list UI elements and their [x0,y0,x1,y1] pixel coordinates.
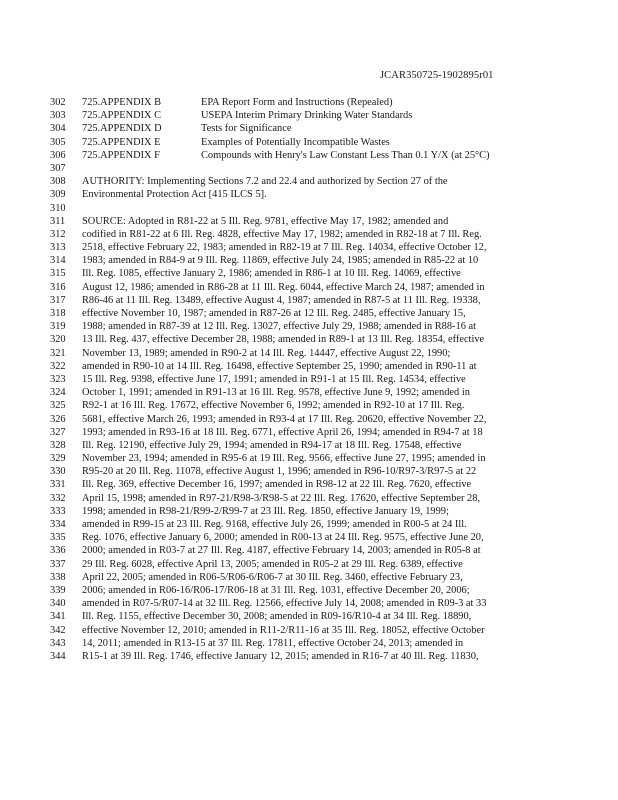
source-line [0,571,618,584]
source-line [0,544,618,557]
source-text: R95-20 at 20 Ill. Reg. 11078, effective August 1, 1996; amended in R96-10/R97-3/R97-5 at 22 [82,466,477,478]
source-text: SOURCE: Adopted in R81-22 at 5 Ill. Reg. 9781, effective May 17, 1982; amended and [82,215,449,227]
source-line [0,492,618,505]
source-text: codified in R81-22 at 6 Ill. Reg. 4828, effective May 17, 1982; amended in R82-18 at 7 Ill. Reg. [82,228,482,240]
source-text: Ill. Reg. 1155, effective December 30, 2008; amended in R09-16/R10-4 at 34 Ill. Reg. 18890, [82,611,472,623]
source-line [0,254,618,267]
source-text: 2518, effective February 22, 1983; amended in R82-19 at 7 Ill. Reg. 14034, effective October 12, [82,242,487,254]
line-number: 303 [50,110,66,122]
source-line [0,333,618,346]
line-number: 344 [50,650,66,662]
line-number: 304 [50,123,66,135]
source-text: 14, 2011; amended in R13-15 at 37 Ill. Reg. 17811, effective October 24, 2013; amended in [82,637,464,649]
source-text: 1988; amended in R87-39 at 12 Ill. Reg. 13027, effective July 29, 1988; amended in R88-16 at [82,321,477,333]
source-line [0,360,618,373]
source-line [0,413,618,426]
source-line [0,531,618,544]
source-text: R86-46 at 11 Ill. Reg. 13489, effective August 4, 1987; amended in R87-5 at 11 Ill. Reg. 19338, [82,294,481,306]
line-number: 312 [50,228,66,240]
source-line [0,307,618,320]
line-number: 337 [50,558,66,570]
source-text: Reg. 1076, effective January 6, 2000; amended in R00-13 at 24 Ill. Reg. 9575, effective June 20, [82,532,484,544]
line-number: 333 [50,505,66,517]
source-text: 15 Ill. Reg. 9398, effective June 17, 1991; amended in R91-1 at 15 Ill. Reg. 14534, effective [82,373,466,385]
line-number: 326 [50,413,66,425]
line-number: 335 [50,532,66,544]
line-number: 331 [50,479,66,491]
line-number: 316 [50,281,66,293]
source-text: R92-1 at 16 Ill. Reg. 17672, effective November 6, 1992; amended in R92-10 at 17 Ill. Reg. [82,400,465,412]
source-line [0,426,618,439]
appendix-code: 725.APPENDIX E [82,136,161,148]
line-number: 336 [50,545,66,557]
line-number: 323 [50,373,66,385]
source-line [0,505,618,518]
appendix-title: EPA Report Form and Instructions (Repealed) [201,97,393,108]
line-number: 317 [50,294,66,306]
source-line [0,373,618,386]
line-numbered-text [0,96,618,663]
line-number: 343 [50,637,66,649]
source-text: effective November 12, 2010; amended in R11-2/R11-16 at 35 Ill. Reg. 18052, effective October [82,624,485,636]
source-text: amended in R07-5/R07-14 at 32 Ill. Reg. 12566, effective July 14, 2008; amended in R09-3 at 33 [82,598,487,610]
document-id: JCAR350725-1902895r01 [380,70,494,81]
source-line [0,597,618,610]
source-line [0,558,618,571]
source-text: November 23, 1994; amended in R95-6 at 19 Ill. Reg. 9566, effective June 27, 1995; amended in [82,453,486,465]
source-text: 2006; amended in R06-16/R06-17/R06-18 at 31 Ill. Reg. 1031, effective December 20, 2006; [82,584,470,596]
line-number: 330 [50,466,66,478]
source-line [0,452,618,465]
line-number: 302 [50,97,66,108]
source-line [0,215,618,228]
appendix-code: 725.APPENDIX C [82,110,162,122]
appendix-line [0,109,618,122]
source-text: amended in R99-15 at 23 Ill. Reg. 9168, effective July 26, 1999; amended in R00-5 at 24 Ill. [82,519,467,530]
source-text: amended in R90-10 at 14 Ill. Reg. 16498, effective September 25, 1990; amended in R90-11 at [82,360,477,372]
line-number: 325 [50,400,66,412]
source-text: Ill. Reg. 369, effective December 16, 1997; amended in R98-12 at 22 Ill. Reg. 7620, effective [82,479,472,491]
line-number: 324 [50,387,66,399]
line-number: 307 [50,162,66,174]
line-number: 341 [50,611,66,623]
source-line [0,650,618,663]
blank-line [0,162,618,175]
source-line [0,584,618,597]
source-line [0,399,618,412]
line-number: 315 [50,268,66,280]
line-number: 311 [50,215,66,227]
source-line [0,637,618,650]
line-number: 342 [50,624,66,636]
line-number: 338 [50,571,66,583]
line-number: 308 [50,176,66,188]
line-number: 322 [50,360,66,372]
source-line [0,294,618,307]
authority-line [0,175,618,188]
source-text: November 13, 1989; amended in R90-2 at 14 Ill. Reg. 14447, effective August 22, 1990; [82,347,451,359]
source-text: 13 Ill. Reg. 437, effective December 28, 1988; amended in R89-1 at 13 Ill. Reg. 18354, effective [82,334,485,346]
appendix-line [0,96,618,109]
line-number: 314 [50,255,66,267]
line-number: 340 [50,598,66,610]
line-number: 327 [50,426,66,438]
appendix-title: Tests for Significance [201,123,292,135]
source-line [0,228,618,241]
source-text: R15-1 at 39 Ill. Reg. 1746, effective January 12, 2015; amended in R16-7 at 40 Ill. Reg. 11830, [82,650,479,662]
source-line [0,320,618,333]
source-line [0,624,618,637]
line-number: 329 [50,453,66,465]
source-text: 29 Ill. Reg. 6028, effective April 13, 2005; amended in R05-2 at 29 Ill. Reg. 6389, effective [82,558,463,570]
source-text: Ill. Reg. 12190, effective July 29, 1994; amended in R94-17 at 18 Ill. Reg. 17548, effective [82,439,462,451]
appendix-code: 725.APPENDIX D [82,123,162,135]
line-number: 321 [50,347,66,359]
source-line [0,439,618,452]
source-line [0,610,618,623]
line-number: 339 [50,584,66,596]
authority-text: Environmental Protection Act [415 ILCS 5]. [82,189,267,201]
source-line [0,386,618,399]
source-line [0,281,618,294]
appendix-code: 725.APPENDIX F [82,149,160,161]
source-text: Ill. Reg. 1085, effective January 2, 1986; amended in R86-1 at 10 Ill. Reg. 14069, effective [82,268,461,280]
source-text: October 1, 1991; amended in R91-13 at 16 Ill. Reg. 9578, effective June 9, 1992; amended in [82,387,470,399]
line-number: 319 [50,321,66,333]
line-number: 320 [50,334,66,346]
appendix-code: 725.APPENDIX B [82,97,162,108]
appendix-line [0,149,618,162]
line-number: 313 [50,242,66,254]
source-line [0,478,618,491]
source-text: August 12, 1986; amended in R86-28 at 11 Ill. Reg. 6044, effective March 24, 1987; amended in [82,281,485,293]
line-number: 306 [50,149,66,161]
line-number: 318 [50,308,66,319]
source-text: 1983; amended in R84-9 at 9 Ill. Reg. 11869, effective July 24, 1985; amended in R85-22 at 10 [82,255,479,267]
source-line [0,347,618,360]
blank-line [0,202,618,215]
appendix-title: USEPA Interim Primary Drinking Water Standards [201,110,413,122]
source-text: April 15, 1998; amended in R97-21/R98-3/R98-5 at 22 Ill. Reg. 17620, effective September 28, [82,492,481,504]
line-number: 305 [50,136,66,148]
line-number: 310 [50,202,66,214]
source-line [0,518,618,531]
authority-line [0,188,618,201]
source-line [0,465,618,478]
line-number: 309 [50,189,66,201]
source-line [0,241,618,254]
source-text: 1998; amended in R98-21/R99-2/R99-7 at 23 Ill. Reg. 1850, effective January 19, 1999; [82,505,449,517]
source-line [0,267,618,280]
source-text: 2000; amended in R03-7 at 27 Ill. Reg. 4187, effective February 14, 2003; amended in R05-8 at [82,545,481,557]
appendix-title: Compounds with Henry's Law Constant Less Than 0.1 Y/X (at 25°C) [201,149,490,161]
source-text: 5681, effective March 26, 1993; amended in R93-4 at 17 Ill. Reg. 20620, effective November 22, [82,413,487,425]
line-number: 332 [50,492,66,504]
source-text: effective November 10, 1987; amended in R87-26 at 12 Ill. Reg. 2485, effective January 15, [82,308,466,319]
appendix-line [0,136,618,149]
appendix-line [0,122,618,135]
line-number: 328 [50,439,66,451]
authority-text: AUTHORITY: Implementing Sections 7.2 and 22.4 and authorized by Section 27 of the [82,176,448,188]
line-number: 334 [50,519,66,530]
source-text: 1993; amended in R93-16 at 18 Ill. Reg. 6771, effective April 26, 1994; amended in R94-7 at 18 [82,426,483,438]
appendix-title: Examples of Potentially Incompatible Wastes [201,136,390,148]
source-text: April 22, 2005; amended in R06-5/R06-6/R06-7 at 30 Ill. Reg. 3460, effective February 23, [82,571,463,583]
